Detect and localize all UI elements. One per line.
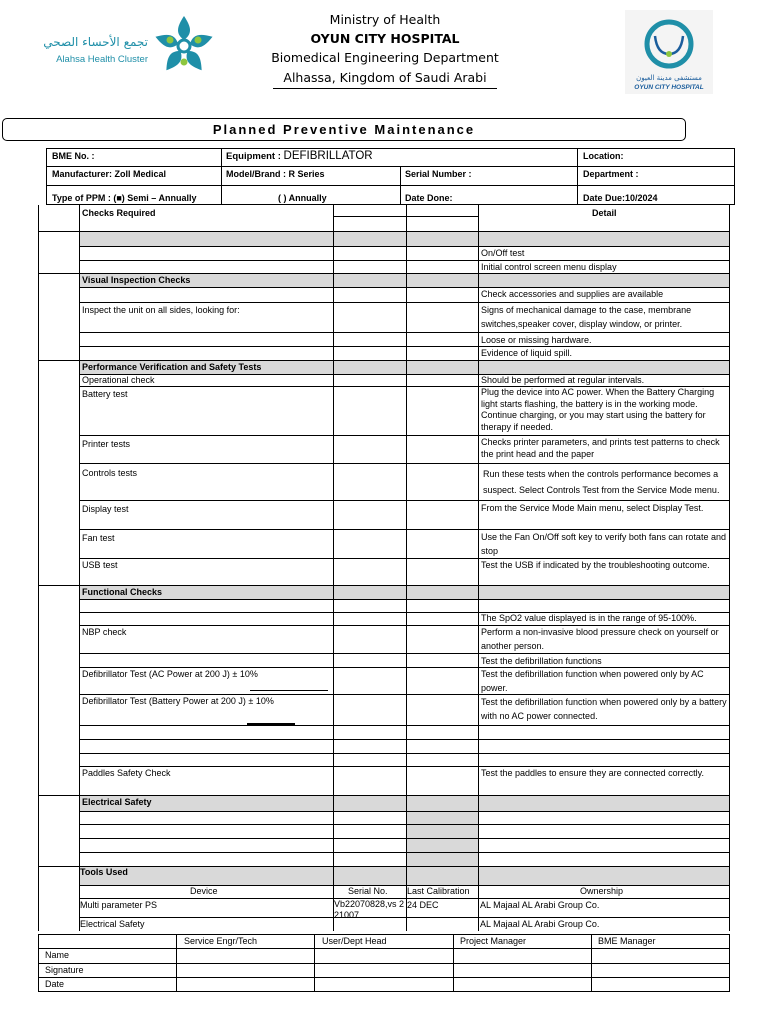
department-line: Biomedical Engineering Department [271,50,499,65]
alahsa-health-cluster-logo [43,12,216,89]
display-test-label: Display test [82,504,129,514]
paddles-label: Paddles Safety Check [82,768,171,778]
defib-ac-detail: Test the defibrillation function when powered only by AC power. [481,669,704,693]
initial-control-detail: Initial control screen menu display [481,262,617,272]
oyun-city-hospital-logo [625,10,713,99]
nbp-check-label: NBP check [82,627,127,637]
stethoscope-logo-icon [625,10,713,94]
tool-ownership-2: AL Majaal AL Arabi Group Co. [480,919,600,929]
signature-row-label: Signature [45,965,84,975]
inspect-unit-label: Inspect the unit on all sides, looking for: [82,305,240,315]
date-done-label: Date Done: [405,193,453,203]
equipment-value: DEFIBRILLATOR [283,150,373,162]
defib-ac-entry-line [250,690,328,691]
date-due-label: Date Due:10/2024 [583,193,658,203]
location-line: Alhassa, Kingdom of Saudi Arabi [273,68,496,89]
svg-text:Alahsa Health Cluster: Alahsa Health Cluster [56,54,148,65]
bme-no-label: BME No. : [52,151,95,161]
serial-number-label: Serial Number : [405,169,472,179]
signs-damage-detail: Signs of mechanical damage to the case, membrane switches,speaker cover, display window, or printer. [481,305,692,329]
form-title: Planned Preventive Maintenance [2,118,686,141]
functional-section: Functional Checks [82,587,163,597]
liquid-spill-detail: Evidence of liquid spill. [481,348,573,358]
tools-serial-header: Serial No. [348,886,388,896]
display-test-detail: From the Service Mode Main menu, select Display Test. [481,503,704,513]
controls-tests-label: Controls tests [82,468,138,478]
svg-text:مستشفى مدينة العيون: مستشفى مدينة العيون [636,74,702,82]
model-label: Model/Brand : R Series [226,169,325,179]
hospital-header [250,10,520,89]
svg-text:OYUN CITY HOSPITAL: OYUN CITY HOSPITAL [634,84,704,91]
visual-inspection-section: Visual Inspection Checks [82,275,191,285]
defib-ac-label: Defibrillator Test (AC Power at 200 J) ± 10% [82,669,258,679]
paddles-detail: Test the paddles to ensure they are connected correctly. [481,768,704,778]
check-accessories-detail: Check accessories and supplies are available [481,289,664,299]
annually-option: ( ) Annually [278,193,327,203]
defib-functions-detail: Test the defibrillation functions [481,656,602,666]
printer-tests-detail: Checks printer parameters, and prints test patterns to check the print head and the paper [481,437,720,459]
spo2-detail: The SpO2 value displayed is in the range of 95-100%. [481,613,697,623]
controls-tests-detail: Run these tests when the controls performance becomes a suspect. Select Controls Test from the Service Mode menu. [483,469,720,495]
fan-test-detail: Use the Fan On/Off soft key to verify both fans can rotate and stop [481,532,726,556]
tool-device-1: Multi parameter PS [80,900,158,910]
printer-tests-label: Printer tests [82,439,131,449]
type-ppm-label: Type of PPM : (■) Semi – Annually [52,193,197,203]
defib-battery-entry-line [247,723,295,725]
project-manager-header: Project Manager [460,936,527,946]
usb-test-detail: Test the USB if indicated by the troubleshooting outcome. [481,560,710,570]
usb-test-label: USB test [82,560,118,570]
tool-serial-1: Vb22070828,vs 221007 [334,899,405,920]
ministry-line: Ministry of Health [329,12,441,27]
manufacturer-label: Manufacturer: Zoll Medical [52,169,167,179]
star-logo-icon [43,12,216,84]
fan-test-label: Fan test [82,533,115,543]
equipment-label: Equipment : DEFIBRILLATOR [226,150,373,162]
onoff-test-detail: On/Off test [481,248,525,258]
tool-ownership-1: AL Majaal AL Arabi Group Co. [480,900,600,910]
name-row-label: Name [45,950,70,960]
tools-device-header: Device [190,886,218,896]
performance-section: Performance Verification and Safety Tests [82,362,262,372]
nbp-check-detail: Perform a non-invasive blood pressure check on yourself or another person. [481,627,719,651]
loose-hardware-detail: Loose or missing hardware. [481,335,592,345]
location-label: Location: [583,151,624,161]
bme-manager-header: BME Manager [598,936,656,946]
defib-battery-detail: Test the defibrillation function when powered only by a battery with no AC power connected. [481,697,727,721]
defib-battery-label: Defibrillator Test (Battery Power at 200 J) ± 10% [82,696,274,706]
hospital-name: OYUN CITY HOSPITAL [310,31,460,46]
department-label: Department : [583,169,639,179]
tool-device-2: Electrical Safety [80,919,145,929]
operational-check-detail: Should be performed at regular intervals. [481,375,645,385]
svg-text:تجمع الأحساء الصحي: تجمع الأحساء الصحي [43,35,148,49]
electrical-safety-section: Electrical Safety [82,797,152,807]
service-engr-header: Service Engr/Tech [184,936,258,946]
tools-used-section: Tools Used [80,867,128,877]
operational-check-label: Operational check [82,375,155,385]
tool-calibration-1: 24 DEC [407,900,439,910]
tools-calibration-header: Last Calibration [407,886,470,896]
detail-header: Detail [592,208,617,218]
battery-test-detail: Plug the device into AC power. When the Battery Charging light starts flashing, the battery is in the working mode. Continue charging, or you may start using the battery for therapy if needed. [481,387,715,432]
date-row-label: Date [45,979,65,989]
user-dept-header: User/Dept Head [322,936,387,946]
tools-ownership-header: Ownership [580,886,624,896]
checks-required-header: Checks Required [82,208,156,218]
battery-test-label: Battery test [82,389,128,399]
